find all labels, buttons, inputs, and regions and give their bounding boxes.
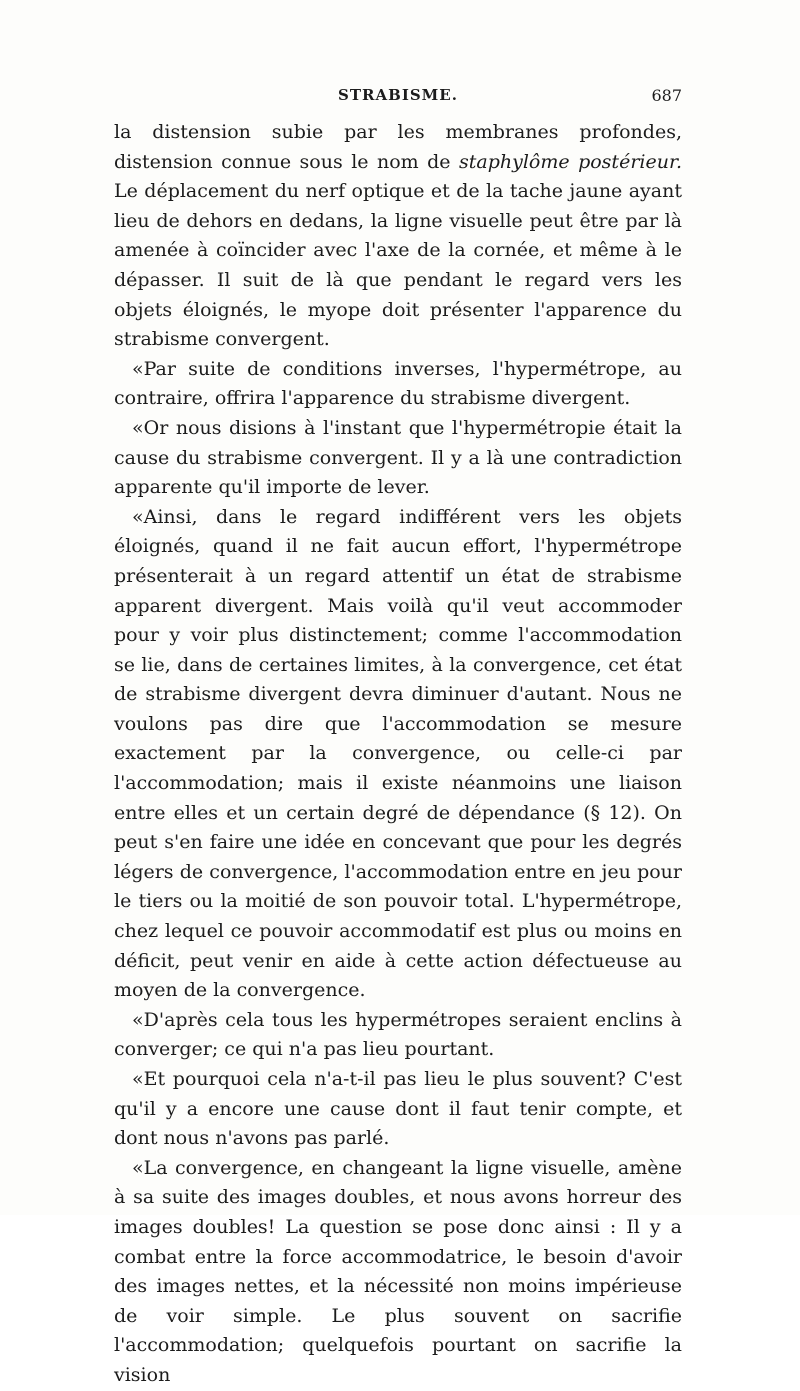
running-head <box>114 86 682 116</box>
paragraph-1-italic-term: staphylôme postérieur. <box>459 150 682 173</box>
running-title: STRABISME. <box>338 86 458 104</box>
paragraph-2: «Par suite de conditions inverses, l'hypermétrope, au contraire, offrira l'apparence du strabisme divergent. <box>114 357 682 410</box>
paragraph-1 <box>114 118 682 355</box>
paragraph-5: «D'après cela tous les hypermétropes seraient enclins à converger; ce qui n'a pas lieu pourtant. <box>114 1008 682 1061</box>
paragraph-7: «La convergence, en changeant la ligne visuelle, amène à sa suite des images doubles, et nous avons horreur des images doubles! La question se pose donc ainsi : Il y a combat entre la force accommodatrice, le besoin d'avoir des images nettes, et la nécessité non moins impérieuse de voir simple. Le plus souvent on sacrifie l'accommodation; quelquefois pourtant on sacrifie la vision <box>114 1156 682 1386</box>
paragraph-3: «Or nous disions à l'instant que l'hypermétropie était la cause du strabisme convergent. Il y a là une contradiction apparente qu'il importe de lever. <box>114 416 682 499</box>
page-number: 687 <box>651 86 682 105</box>
paragraph-1-text-after: Le déplacement du nerf optique et de la tache jaune ayant lieu de dehors en dedans, la ligne visuelle peut être par là amenée à coïncider avec l'axe de la cornée, et même à le dépasser. Il suit de là que pendant le regard vers les objets éloignés, le myope doit présenter l'apparence du strabisme convergent. <box>114 180 682 351</box>
body-text <box>114 118 682 1391</box>
paragraph-4: «Ainsi, dans le regard indifférent vers les objets éloignés, quand il ne fait aucun effort, l'hypermétrope présenterait à un regard attentif un état de strabisme apparent divergent. Mais voilà qu'il veut accommoder pour y voir plus distinctement; comme l'accommodation se lie, dans de certaines limites, à la convergence, cet état de strabisme divergent devra diminuer d'autant. Nous ne voulons pas dire que l'accommodation se mesure exactement par la convergence, ou celle-ci par l'accommodation; mais il existe néanmoins une liaison entre elles et un certain degré de dépendance (§ 12). On peut s'en faire une idée en concevant que pour les degrés légers de convergence, l'accommodation entre en jeu pour le tiers ou la moitié de son pouvoir total. L'hypermétrope, chez lequel ce pouvoir accommodatif est plus ou moins en déficit, peut venir en aide à cette action défectueuse au moyen de la convergence. <box>114 505 682 1002</box>
paragraph-1-text-before: la distension subie par les membranes profondes, distension connue sous le nom de <box>114 121 682 173</box>
paragraph-6: «Et pourquoi cela n'a-t-il pas lieu le plus souvent? C'est qu'il y a encore une cause dont il faut tenir compte, et dont nous n'avons pas parlé. <box>114 1068 682 1150</box>
